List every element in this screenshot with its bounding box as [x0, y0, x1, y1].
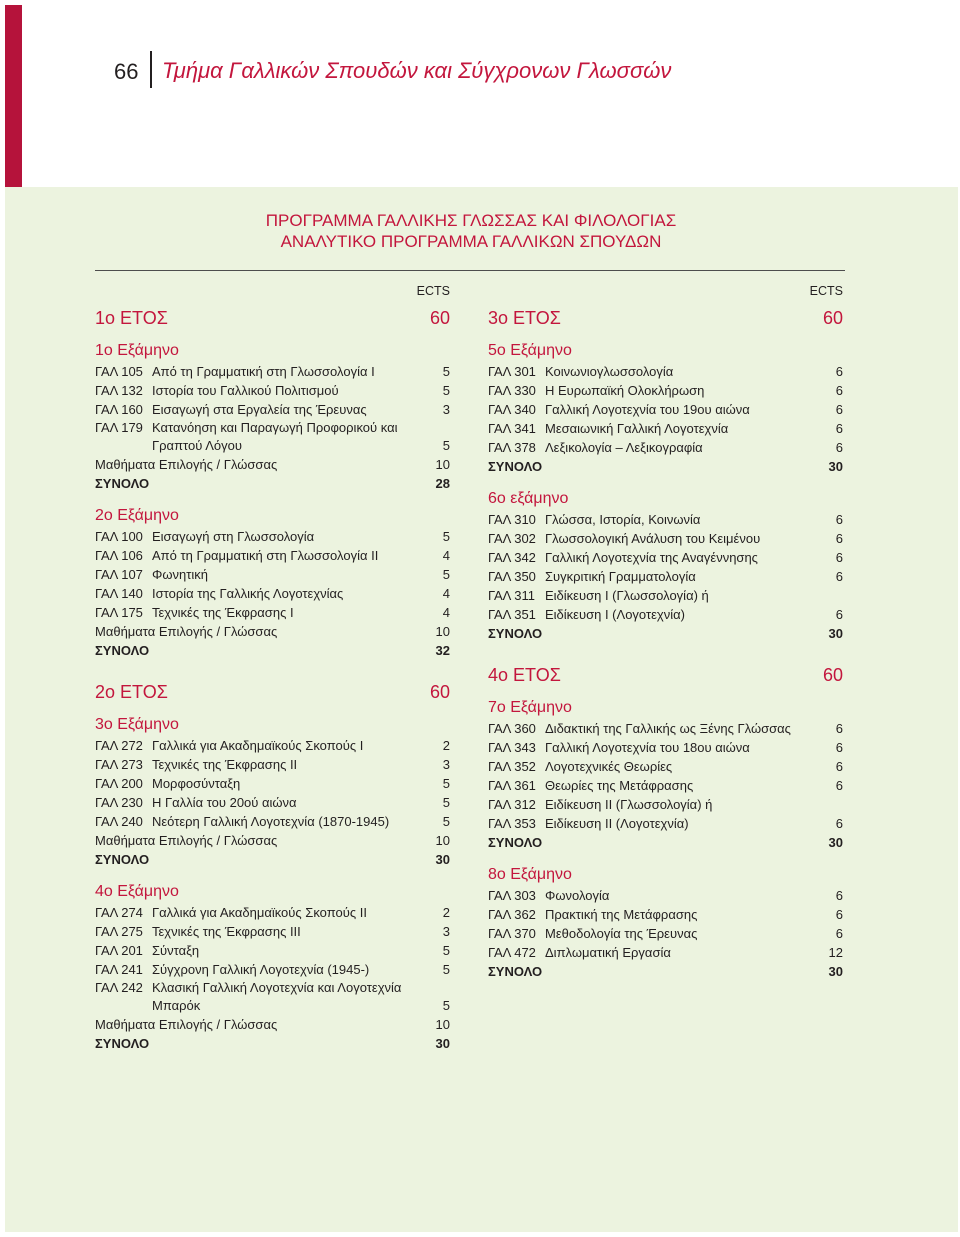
course-row	[488, 510, 843, 529]
course-code: ΓΑΛ 175	[95, 605, 143, 620]
course-title	[545, 886, 817, 905]
course-row	[488, 400, 843, 419]
course-code: ΓΑΛ 302	[488, 531, 536, 546]
program-subtitle: ΑΝΑΛΥΤΙΚΟ ΠΡΟΓΡΑΜΜΑ ΓΑΛΛΙΚΩΝ ΣΠΟΥΔΩΝ	[280, 232, 662, 251]
course-title-line: Κλασική Γαλλική Λογοτεχνία και Λογοτεχνία	[152, 980, 402, 995]
course-title	[152, 381, 424, 400]
course-title	[545, 510, 817, 529]
ects-column-label: ECTS	[416, 284, 450, 298]
course-title-line: Ειδίκευση I (Λογοτεχνία)	[545, 607, 685, 622]
course-title-line: Συγκριτική Γραμματολογία	[545, 569, 696, 584]
course-code: ΓΑΛ 310	[488, 512, 536, 527]
total-ects: 30	[828, 626, 843, 641]
course-ects: 6	[835, 888, 843, 903]
total-label: ΣΥΝΟΛΟ	[95, 852, 150, 867]
semester-heading: 2ο Εξάμηνο	[95, 507, 179, 524]
course-row	[488, 757, 843, 776]
course-title	[545, 776, 817, 795]
course-row	[488, 529, 843, 548]
course-row	[95, 941, 450, 960]
course-title	[545, 738, 817, 757]
course-ects: 6	[835, 550, 843, 565]
course-title-line: Μαθήματα Επιλογής / Γλώσσας	[95, 833, 278, 848]
course-ects: 6	[835, 421, 843, 436]
course-row	[488, 567, 843, 586]
course-title-line: Γλώσσα, Ιστορία, Κοινωνία	[545, 512, 701, 527]
course-ects: 6	[835, 816, 843, 831]
course-title	[545, 719, 817, 738]
course-ects: 10	[435, 1017, 450, 1032]
year-heading	[95, 680, 450, 704]
semester-heading: 7ο Εξάμηνο	[488, 699, 572, 716]
course-title	[152, 941, 424, 960]
course-ects: 5	[442, 364, 450, 379]
course-title	[152, 419, 424, 455]
department-title: Τμήμα Γαλλικών Σπουδών και Σύγχρονων Γλωσσών	[162, 58, 672, 83]
course-code: ΓΑΛ 343	[488, 740, 536, 755]
course-row	[488, 943, 843, 962]
course-title-line: Ιστορία της Γαλλικής Λογοτεχνίας	[152, 586, 344, 601]
course-title-line: Τεχνικές της Έκφρασης II	[152, 757, 298, 772]
course-row	[488, 381, 843, 400]
course-ects: 6	[835, 721, 843, 736]
course-row	[95, 546, 450, 565]
course-code: ΓΑΛ 132	[95, 383, 143, 398]
course-title	[545, 757, 817, 776]
course-ects: 6	[835, 607, 843, 622]
total-label: ΣΥΝΟΛΟ	[95, 476, 150, 491]
course-title	[545, 567, 817, 586]
course-code: ΓΑΛ 340	[488, 402, 536, 417]
course-row	[488, 719, 843, 738]
semester-total	[488, 962, 843, 981]
course-ects: 5	[442, 438, 450, 453]
semester-total	[95, 1034, 450, 1053]
course-title	[152, 774, 424, 793]
course-title-line: Γαλλική Λογοτεχνία της Αναγέννησης	[545, 550, 758, 565]
elective-row	[95, 622, 450, 641]
year-ects-total: 60	[429, 682, 450, 702]
course-row	[95, 527, 450, 546]
course-title	[152, 736, 424, 755]
course-ects: 5	[442, 795, 450, 810]
course-code: ΓΑΛ 275	[95, 924, 143, 939]
program-heading	[0, 210, 942, 252]
course-title	[545, 438, 817, 457]
course-code: ΓΑΛ 351	[488, 607, 536, 622]
course-code: ΓΑΛ 353	[488, 816, 536, 831]
course-row	[95, 755, 450, 774]
semester-total	[95, 641, 450, 660]
course-row	[95, 736, 450, 755]
course-title	[152, 812, 424, 831]
course-title	[545, 605, 817, 624]
course-row	[95, 979, 450, 1015]
year-ects-total: 60	[822, 308, 843, 328]
course-title	[152, 603, 424, 622]
year-label: 4ο ΕΤΟΣ	[488, 665, 561, 685]
course-code: ΓΑΛ 240	[95, 814, 143, 829]
semester-total	[95, 850, 450, 869]
total-ects: 32	[435, 643, 450, 658]
course-title	[545, 924, 817, 943]
course-ects: 4	[442, 548, 450, 563]
course-code: ΓΑΛ 201	[95, 943, 143, 958]
course-ects: 12	[828, 945, 843, 960]
year-ects-total: 60	[429, 308, 450, 328]
elective-row	[95, 455, 450, 474]
course-title	[545, 419, 817, 438]
course-title-line: Εισαγωγή στη Γλωσσολογία	[152, 529, 315, 544]
course-ects: 2	[442, 905, 450, 920]
course-title-line: Ιστορία του Γαλλικού Πολιτισμού	[152, 383, 339, 398]
year-heading	[488, 306, 843, 330]
semester-heading: 8ο Εξάμηνο	[488, 866, 572, 883]
course-row	[95, 960, 450, 979]
course-row	[95, 922, 450, 941]
course-row	[488, 548, 843, 567]
total-label: ΣΥΝΟΛΟ	[95, 1036, 150, 1051]
course-title	[152, 793, 424, 812]
course-title-line: Ειδίκευση I (Γλωσσολογία) ή	[545, 588, 709, 603]
course-ects: 10	[435, 457, 450, 472]
course-title	[152, 903, 424, 922]
course-title	[152, 565, 424, 584]
course-title	[95, 831, 424, 850]
course-title	[545, 795, 843, 814]
course-row	[488, 776, 843, 795]
total-ects: 30	[435, 1036, 450, 1051]
course-ects: 6	[835, 383, 843, 398]
semester-heading: 3ο Εξάμηνο	[95, 716, 179, 733]
course-title-line: Μεθοδολογία της Έρευνας	[545, 926, 698, 941]
course-title-line: Εισαγωγή στα Εργαλεία της Έρευνας	[152, 402, 367, 417]
total-label: ΣΥΝΟΛΟ	[488, 964, 543, 979]
course-title-line: Σύγχρονη Γαλλική Λογοτεχνία (1945-)	[152, 962, 370, 977]
total-ects: 30	[828, 964, 843, 979]
course-title	[545, 814, 817, 833]
course-row	[95, 419, 450, 455]
course-title-line: Σύνταξη	[152, 943, 200, 958]
course-row	[488, 419, 843, 438]
section-rule	[95, 270, 845, 271]
course-title-line: Διπλωματική Εργασία	[545, 945, 671, 960]
course-ects: 10	[435, 833, 450, 848]
course-title	[545, 381, 817, 400]
course-row	[95, 381, 450, 400]
course-code: ΓΑΛ 140	[95, 586, 143, 601]
course-title-line: Από τη Γραμματική στη Γλωσσολογία II	[152, 548, 379, 563]
total-label: ΣΥΝΟΛΟ	[488, 835, 543, 850]
course-row	[488, 886, 843, 905]
course-title-line: Γαλλικά για Ακαδημαϊκούς Σκοπούς I	[152, 738, 364, 753]
course-ects: 6	[835, 440, 843, 455]
course-title	[545, 586, 843, 605]
course-title-line: Γαλλικά για Ακαδημαϊκούς Σκοπούς II	[152, 905, 367, 920]
course-code: ΓΑΛ 301	[488, 364, 536, 379]
year-heading	[95, 306, 450, 330]
course-title-line: Φωνητική	[152, 567, 209, 582]
course-code: ΓΑΛ 303	[488, 888, 536, 903]
course-ects: 3	[442, 757, 450, 772]
course-ects: 3	[442, 924, 450, 939]
course-row	[488, 586, 843, 605]
total-label: ΣΥΝΟΛΟ	[488, 626, 543, 641]
course-code: ΓΑΛ 106	[95, 548, 143, 563]
semester-total	[488, 833, 843, 852]
course-ects: 6	[835, 907, 843, 922]
course-title-line: Η Ευρωπαϊκή Ολοκλήρωση	[545, 383, 705, 398]
course-code: ΓΑΛ 352	[488, 759, 536, 774]
course-ects: 10	[435, 624, 450, 639]
course-title	[152, 400, 424, 419]
course-title-line: Φωνολογία	[545, 888, 610, 903]
program-title: ΠΡΟΓΡΑΜΜΑ ΓΑΛΛΙΚΗΣ ΓΛΩΣΣΑΣ ΚΑΙ ΦΙΛΟΛΟΓΙΑΣ	[265, 211, 677, 230]
course-row	[95, 565, 450, 584]
course-code: ΓΑΛ 312	[488, 797, 536, 812]
course-row	[488, 795, 843, 814]
semester-heading: 6ο εξάμηνο	[488, 490, 569, 507]
page-number: 66	[114, 59, 139, 84]
course-ects: 6	[835, 402, 843, 417]
course-ects: 4	[442, 605, 450, 620]
course-row	[95, 812, 450, 831]
course-ects: 5	[442, 814, 450, 829]
course-title-line: Μαθήματα Επιλογής / Γλώσσας	[95, 457, 278, 472]
course-ects: 6	[835, 531, 843, 546]
course-title	[152, 546, 424, 565]
course-title-line: Μορφοσύνταξη	[152, 776, 241, 791]
curriculum-column-right	[488, 282, 843, 981]
course-ects: 4	[442, 586, 450, 601]
total-ects: 30	[435, 852, 450, 867]
course-code: ΓΑΛ 360	[488, 721, 536, 736]
course-ects: 3	[442, 402, 450, 417]
course-title-line: Από τη Γραμματική στη Γλωσσολογία I	[152, 364, 375, 379]
course-row	[488, 814, 843, 833]
year-label: 1ο ΕΤΟΣ	[95, 308, 168, 328]
course-code: ΓΑΛ 160	[95, 402, 143, 417]
course-code: ΓΑΛ 341	[488, 421, 536, 436]
course-title-line: Γαλλική Λογοτεχνία του 18ου αιώνα	[545, 740, 750, 755]
course-ects: 2	[442, 738, 450, 753]
course-ects: 6	[835, 364, 843, 379]
course-title	[152, 527, 424, 546]
year-heading	[488, 663, 843, 687]
course-code: ΓΑΛ 362	[488, 907, 536, 922]
course-title	[545, 529, 817, 548]
elective-row	[95, 1015, 450, 1034]
total-label: ΣΥΝΟΛΟ	[488, 459, 543, 474]
course-title	[152, 584, 424, 603]
course-title	[152, 922, 424, 941]
course-ects: 6	[835, 512, 843, 527]
course-code: ΓΑΛ 105	[95, 364, 143, 379]
course-title	[152, 755, 424, 774]
course-code: ΓΑΛ 330	[488, 383, 536, 398]
course-title-line: Ειδίκευση II (Γλωσσολογία) ή	[545, 797, 713, 812]
course-code: ΓΑΛ 311	[488, 588, 535, 603]
course-title-line: Μπαρόκ	[152, 998, 201, 1013]
course-title	[95, 622, 424, 641]
course-ects: 6	[835, 740, 843, 755]
course-title-line: Τεχνικές της Έκφρασης I	[152, 605, 294, 620]
ects-column-label: ECTS	[809, 284, 843, 298]
curriculum-column-left	[95, 282, 450, 1053]
course-code: ΓΑΛ 378	[488, 440, 536, 455]
course-row	[488, 924, 843, 943]
course-title-line: Μαθήματα Επιλογής / Γλώσσας	[95, 1017, 278, 1032]
semester-total	[95, 474, 450, 493]
semester-heading: 5ο Εξάμηνο	[488, 342, 572, 359]
course-row	[95, 603, 450, 622]
course-title-line: Διδακτική της Γαλλικής ως Ξένης Γλώσσας	[545, 721, 791, 736]
course-title-line: Κοινωνιογλωσσολογία	[545, 364, 674, 379]
course-row	[488, 738, 843, 757]
course-title-line: Πρακτική της Μετάφρασης	[545, 907, 698, 922]
course-code: ΓΑΛ 274	[95, 905, 143, 920]
course-ects: 6	[835, 569, 843, 584]
course-code: ΓΑΛ 342	[488, 550, 536, 565]
course-row	[95, 584, 450, 603]
course-code: ΓΑΛ 242	[95, 980, 143, 995]
elective-row	[95, 831, 450, 850]
course-ects: 5	[442, 962, 450, 977]
course-title-line: Κατανόηση και Παραγωγή Προφορικού και	[152, 420, 398, 435]
course-row	[95, 774, 450, 793]
course-code: ΓΑΛ 100	[95, 529, 143, 544]
semester-total	[488, 457, 843, 476]
course-title-line: Η Γαλλία του 20ού αιώνα	[152, 795, 297, 810]
course-ects: 6	[835, 926, 843, 941]
header-divider	[150, 51, 152, 88]
course-ects: 5	[442, 998, 450, 1013]
course-title	[545, 400, 817, 419]
course-title	[545, 943, 817, 962]
semester-heading: 4ο Εξάμηνο	[95, 883, 179, 900]
course-code: ΓΑΛ 200	[95, 776, 143, 791]
course-title-line: Ειδίκευση II (Λογοτεχνία)	[545, 816, 689, 831]
course-title	[545, 548, 817, 567]
course-code: ΓΑΛ 241	[95, 962, 143, 977]
course-code: ΓΑΛ 370	[488, 926, 536, 941]
course-code: ΓΑΛ 230	[95, 795, 143, 810]
course-row	[95, 793, 450, 812]
course-ects: 5	[442, 383, 450, 398]
course-title	[545, 905, 817, 924]
course-title	[152, 979, 424, 1015]
semester-heading: 1ο Εξάμηνο	[95, 342, 179, 359]
course-title	[95, 1015, 424, 1034]
course-code: ΓΑΛ 272	[95, 738, 143, 753]
course-ects: 6	[835, 759, 843, 774]
course-ects: 5	[442, 943, 450, 958]
course-title-line: Λογοτεχνικές Θεωρίες	[545, 759, 673, 774]
course-title-line: Γραπτού Λόγου	[152, 438, 242, 453]
course-code: ΓΑΛ 361	[488, 778, 536, 793]
course-title-line: Λεξικολογία – Λεξικογραφία	[545, 440, 703, 455]
course-title-line: Γαλλική Λογοτεχνία του 19ου αιώνα	[545, 402, 750, 417]
course-title-line: Γλωσσολογική Ανάλυση του Κειμένου	[545, 531, 761, 546]
course-code: ΓΑΛ 273	[95, 757, 143, 772]
total-ects: 30	[828, 459, 843, 474]
course-row	[488, 905, 843, 924]
year-label: 3ο ΕΤΟΣ	[488, 308, 561, 328]
course-row	[488, 438, 843, 457]
course-code: ΓΑΛ 350	[488, 569, 536, 584]
course-title	[95, 455, 424, 474]
course-ects: 5	[442, 776, 450, 791]
year-ects-total: 60	[822, 665, 843, 685]
year-label: 2ο ΕΤΟΣ	[95, 682, 168, 702]
side-color-bar	[5, 5, 22, 187]
course-row	[95, 362, 450, 381]
semester-total	[488, 624, 843, 643]
course-title	[152, 960, 424, 979]
total-label: ΣΥΝΟΛΟ	[95, 643, 150, 658]
course-row	[95, 903, 450, 922]
course-title-line: Μεσαιωνική Γαλλική Λογοτεχνία	[545, 421, 729, 436]
course-ects: 6	[835, 778, 843, 793]
course-code: ΓΑΛ 107	[95, 567, 143, 582]
course-title	[545, 362, 817, 381]
course-title-line: Θεωρίες της Μετάφρασης	[545, 778, 694, 793]
total-ects: 28	[435, 476, 450, 491]
course-title-line: Μαθήματα Επιλογής / Γλώσσας	[95, 624, 278, 639]
total-ects: 30	[828, 835, 843, 850]
course-ects: 5	[442, 529, 450, 544]
course-code: ΓΑΛ 472	[488, 945, 536, 960]
course-row	[488, 605, 843, 624]
course-ects: 5	[442, 567, 450, 582]
course-title	[152, 362, 424, 381]
course-title-line: Τεχνικές της Έκφρασης III	[152, 924, 301, 939]
course-row	[488, 362, 843, 381]
course-code: ΓΑΛ 179	[95, 420, 143, 435]
course-row	[95, 400, 450, 419]
course-title-line: Νεότερη Γαλλική Λογοτεχνία (1870-1945)	[152, 814, 390, 829]
